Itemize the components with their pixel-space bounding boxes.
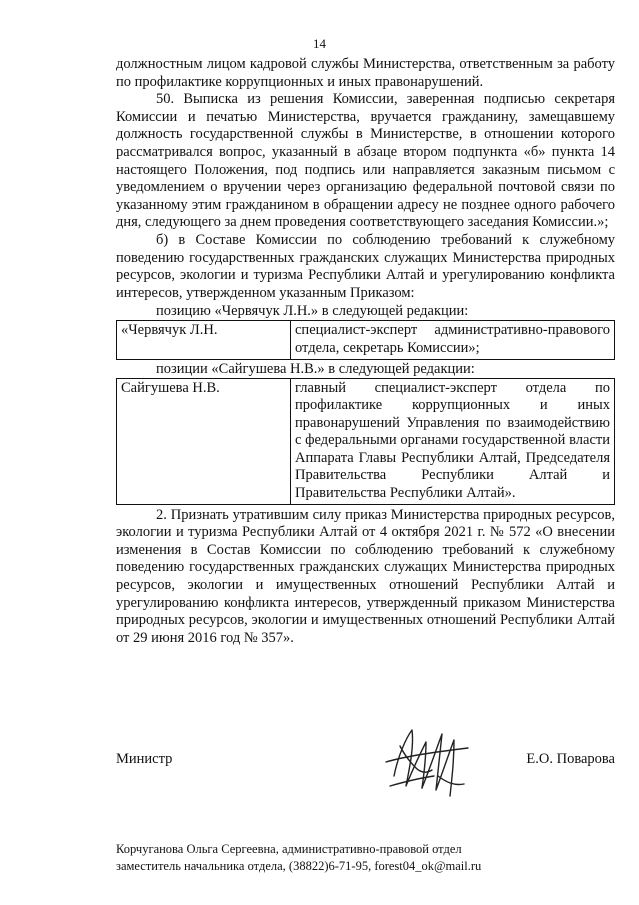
table-row	[117, 378, 615, 504]
handwritten-signature	[376, 716, 476, 806]
signatory-name: Е.О. Поварова	[526, 751, 615, 767]
contact-line: заместитель начальника отдела, (38822)6-71-95, forest04_ok@mail.ru	[116, 859, 482, 873]
member-name-cell: «Червячук Л.Н.	[117, 321, 291, 359]
member-role-cell: главный специалист-эксперт отдела по профилактике коррупционных и иных правонарушений Управления по взаимодействию с федеральными органами государственной власти Аппарата Главы Республики Алтай, Председателя Правительства Республики Алтай и Правительства Республики Алтай».	[291, 378, 615, 504]
document-footer	[116, 841, 576, 875]
position-label-chervyachuk: позицию «Червячук Л.Н.» в следующей редакции:	[156, 303, 469, 320]
paragraph-50: 50. Выписка из решения Комиссии, заверенная подписью секретаря Комиссии и печатью Министерства, вручается гражданину, замещавшему должность государственной службы в Министерстве, в отношении которого рассматривался вопрос, указанный в абзаце втором подпункта «б» пункта 14 настоящего Положения, под подпись или направляется заказным письмом с уведомлением о вручении через организацию федеральной почтовой связи по указанному этим гражданином в обращении адресу не позднее одного рабочего дня, следующего за днем проведения соответствующего заседания Комиссии.»;	[116, 91, 615, 231]
paragraph-continuation: должностным лицом кадровой службы Министерства, ответственным за работу по профилактике коррупционных и иных правонарушений.	[116, 56, 615, 90]
member-role-cell: специалист-эксперт административно-правового отдела, секретарь Комиссии»;	[291, 321, 615, 359]
paragraph-2: 2. Признать утратившим силу приказ Министерства природных ресурсов, экологии и туризма Республики Алтай от 4 октября 2021 г. № 572 «О внесении изменения в Состав Комиссии по соблюдению требований к служебному поведению государственных гражданских служащих Министерства природных ресурсов, экологии и имущественных отношений Республики Алтай и урегулированию конфликта интересов, утвержденный приказом Министерства природных ресурсов, экологии и имущественных отношений Республики Алтай от 29 июня 2016 год № 357».	[116, 506, 615, 646]
signatory-title: Министр	[116, 751, 173, 767]
document-body	[116, 56, 615, 647]
commission-table-saygusheva	[116, 378, 615, 505]
position-label-saygusheva: позиции «Сайгушева Н.В.» в следующей редакции:	[156, 360, 475, 377]
executor-line: Корчуганова Ольга Сергеевна, административно-правовой отдел	[116, 842, 462, 856]
page-number: 14	[313, 36, 326, 51]
paragraph-b: б) в Составе Комиссии по соблюдению требований к служебному поведению государственных гражданских служащих Министерства природных ресурсов, экологии и туризма Республики Алтай и урегулированию конфликта интересов, утвержденном указанным Приказом:	[116, 231, 615, 301]
commission-table-chervyachuk	[116, 320, 615, 359]
member-name-cell: Сайгушева Н.В.	[117, 378, 291, 504]
table-row	[117, 321, 615, 359]
